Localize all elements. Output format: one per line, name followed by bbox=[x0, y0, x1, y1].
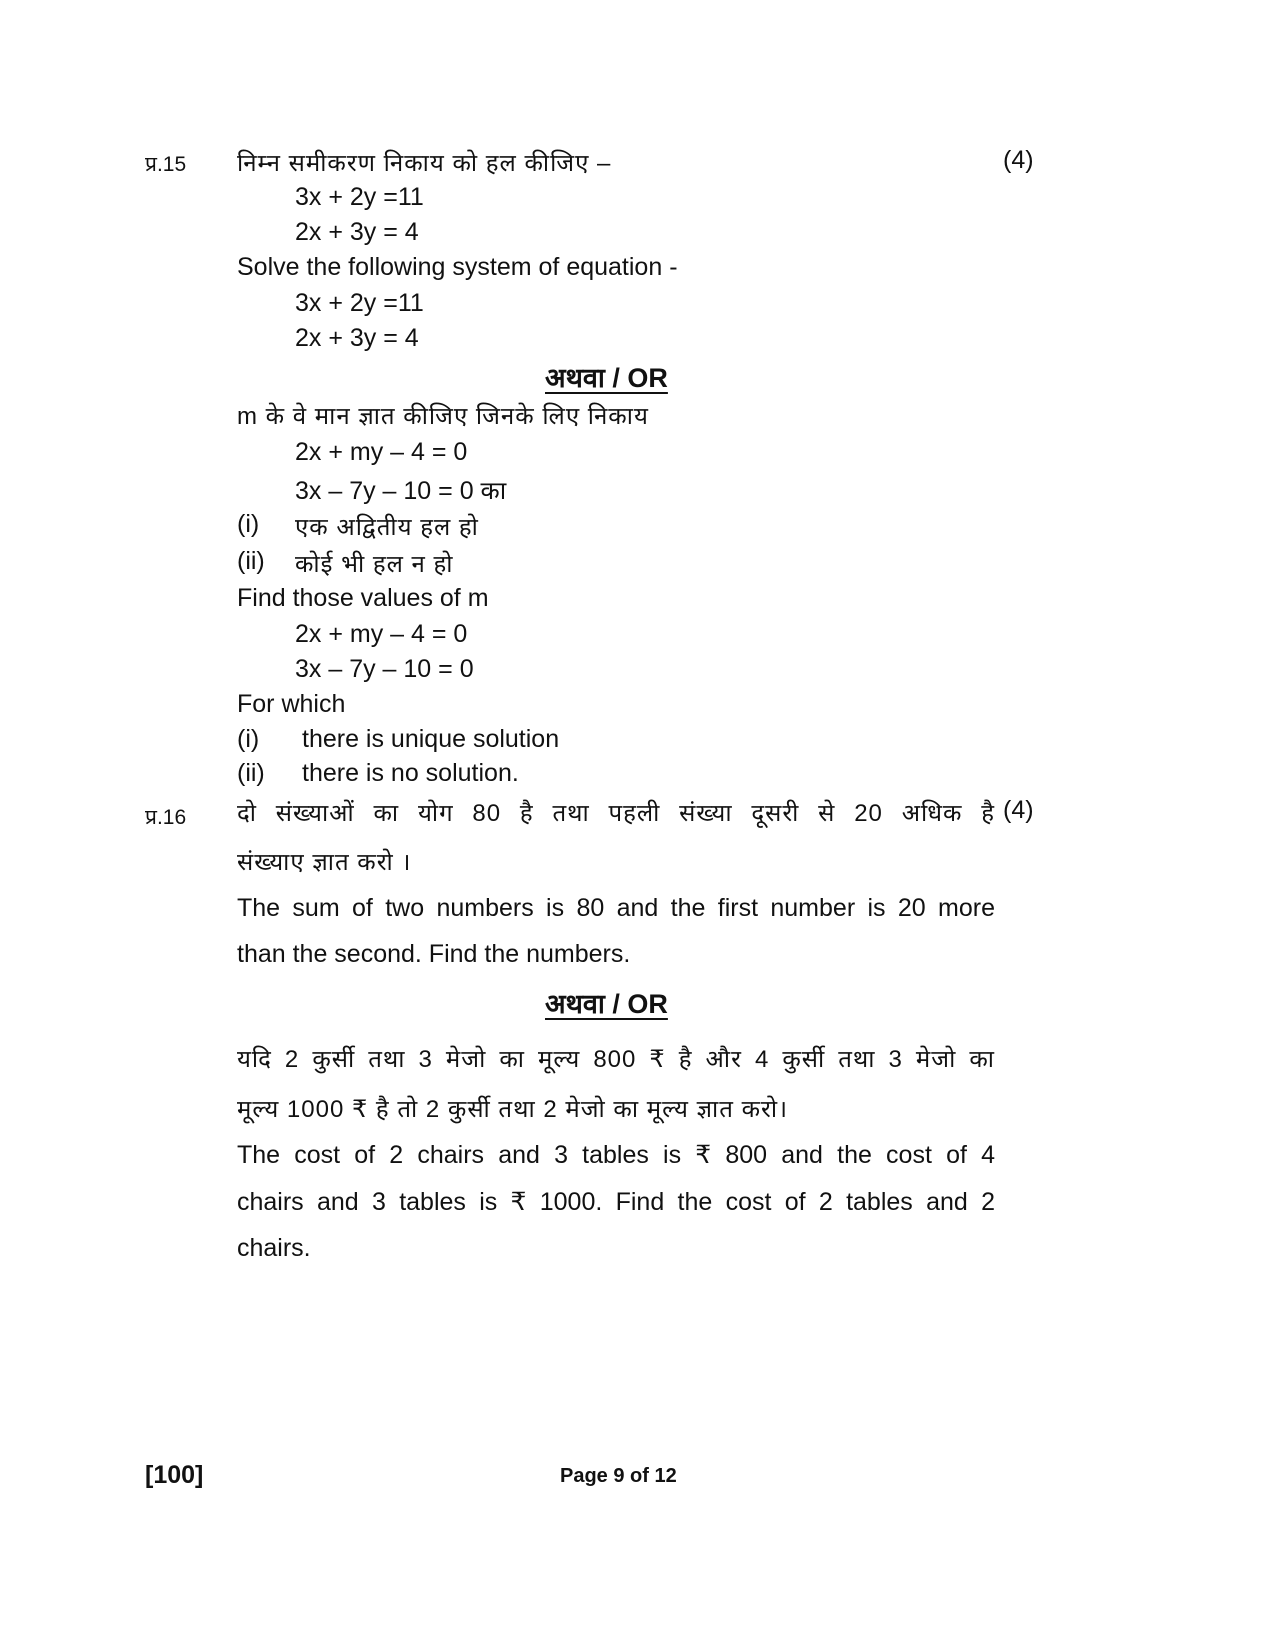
q15-alt-equation-2: 3x – 7y – 10 = 0 का bbox=[295, 477, 507, 505]
q15-or-divider: अथवा / OR bbox=[545, 363, 668, 393]
q15-equation-1-en: 3x + 2y =11 bbox=[295, 289, 424, 317]
question-number-15: प्र.15 bbox=[145, 153, 187, 176]
footer-code: [100] bbox=[145, 1461, 204, 1489]
q16-hindi-line-1: दो संख्याओं का योग 80 है तथा पहली संख्या दूसरी से 20 अधिक है bbox=[237, 800, 995, 827]
q16-english-line-2: than the second. Find the numbers. bbox=[237, 940, 631, 968]
q15-alt-english-prompt: Find those values of m bbox=[237, 584, 489, 612]
q15-alt-hindi-i-label: (i) bbox=[237, 510, 260, 538]
q15-alt-en-i-label: (i) bbox=[237, 725, 260, 753]
q16-hindi-line-2: संख्याए ज्ञात करो । bbox=[237, 849, 412, 876]
page-number: Page 9 of 12 bbox=[560, 1465, 677, 1487]
q15-alt-en-i: there is unique solution bbox=[302, 725, 560, 753]
q15-equation-2-en: 2x + 3y = 4 bbox=[295, 324, 419, 352]
q15-alt-en-ii: there is no solution. bbox=[302, 759, 519, 787]
q15-alt-en-equation-1: 2x + my – 4 = 0 bbox=[295, 620, 468, 648]
q16-marks: (4) bbox=[1003, 796, 1034, 824]
q15-alt-hindi-prompt: m के वे मान ज्ञात कीजिए जिनके लिए निकाय bbox=[237, 403, 649, 430]
q15-alt-hindi-ii-label: (ii) bbox=[237, 547, 265, 575]
q15-alt-equation-1: 2x + my – 4 = 0 bbox=[295, 438, 468, 466]
q15-equation-2: 2x + 3y = 4 bbox=[295, 218, 419, 246]
q15-alt-hindi-ii: कोई भी हल न हो bbox=[295, 551, 454, 578]
question-number-16: प्र.16 bbox=[145, 806, 187, 829]
q16-alt-english-line-1: The cost of 2 chairs and 3 tables is ₹ 800 and the cost of 4 bbox=[237, 1141, 995, 1169]
q16-alt-english-line-2: chairs and 3 tables is ₹ 1000. Find the cost of 2 tables and 2 bbox=[237, 1188, 995, 1216]
q15-english-prompt: Solve the following system of equation - bbox=[237, 253, 678, 281]
q16-or-divider: अथवा / OR bbox=[545, 989, 668, 1019]
q15-alt-english-for-which: For which bbox=[237, 690, 346, 718]
q15-equation-1: 3x + 2y =11 bbox=[295, 183, 424, 211]
q16-alt-hindi-line-2: मूल्य 1000 ₹ है तो 2 कुर्सी तथा 2 मेजो का मूल्य ज्ञात करो। bbox=[237, 1096, 789, 1123]
q15-alt-en-ii-label: (ii) bbox=[237, 759, 265, 787]
q16-english-line-1: The sum of two numbers is 80 and the first number is 20 more bbox=[237, 894, 995, 922]
q15-alt-hindi-i: एक अद्वितीय हल हो bbox=[295, 514, 479, 541]
q15-hindi-prompt: निम्न समीकरण निकाय को हल कीजिए – bbox=[237, 150, 612, 177]
q16-alt-hindi-line-1: यदि 2 कुर्सी तथा 3 मेजो का मूल्य 800 ₹ है और 4 कुर्सी तथा 3 मेजो का bbox=[237, 1046, 995, 1073]
q16-alt-english-line-3: chairs. bbox=[237, 1234, 311, 1262]
q15-alt-en-equation-2: 3x – 7y – 10 = 0 bbox=[295, 655, 474, 683]
q15-marks: (4) bbox=[1003, 146, 1034, 174]
